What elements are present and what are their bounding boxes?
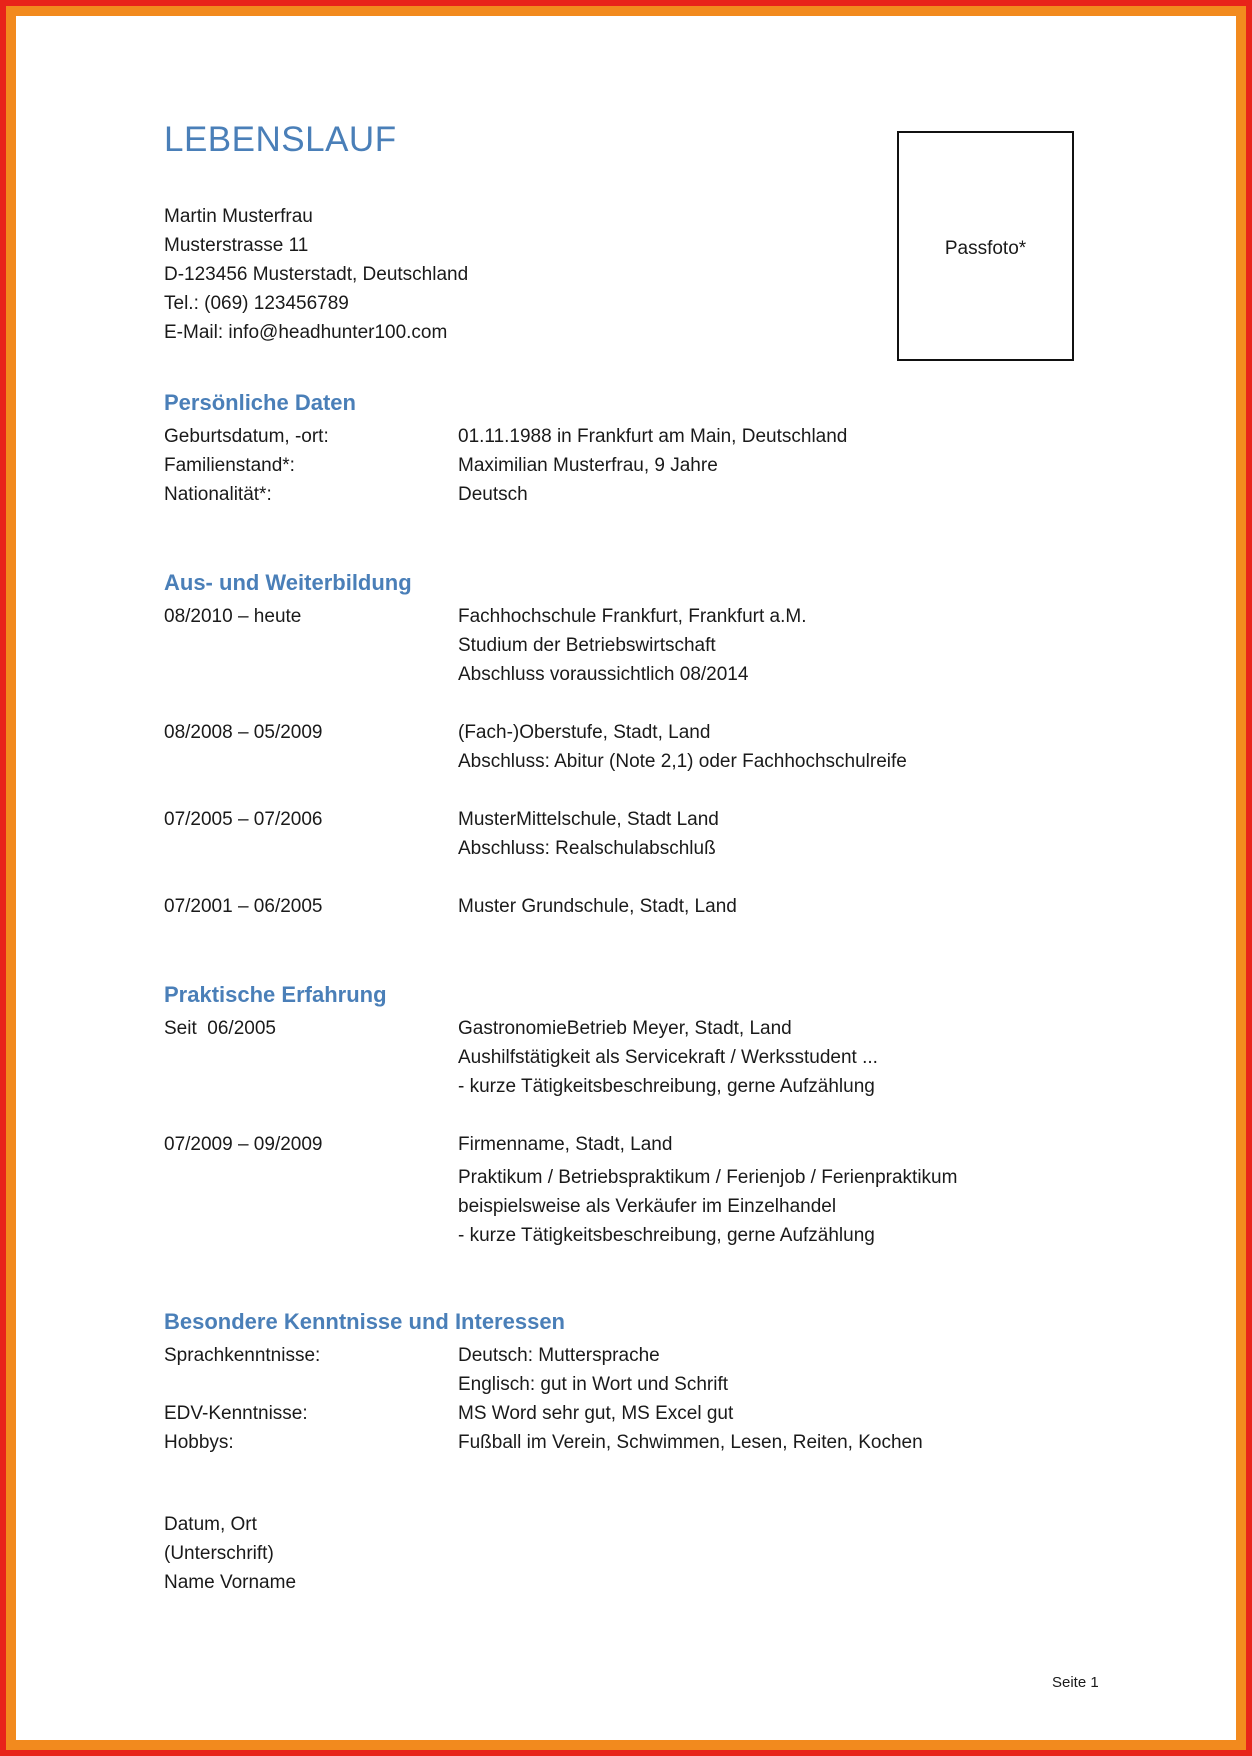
photo-label: Passfoto* — [944, 238, 1027, 259]
entry-period: Seit 06/2005 — [164, 1018, 276, 1039]
empty-label — [164, 1370, 458, 1399]
contact-name: Martin Musterfrau — [164, 206, 313, 227]
empty-label — [164, 834, 458, 863]
row-value: Deutsch: Muttersprache — [458, 1345, 660, 1366]
row-label: EDV-Kenntnisse: — [164, 1403, 308, 1424]
empty-label — [164, 1043, 458, 1072]
empty-label — [164, 1072, 458, 1101]
contact-city: D-123456 Musterstadt, Deutschland — [164, 264, 469, 285]
entry-continuation — [164, 1043, 1044, 1072]
row-label: Geburtsdatum, -ort: — [164, 426, 329, 447]
skills-row — [164, 1399, 1044, 1428]
spacer — [164, 1101, 1044, 1130]
contact-street: Musterstrasse 11 — [164, 235, 309, 256]
empty-label — [164, 631, 458, 660]
entry-period: 07/2001 – 06/2005 — [164, 896, 323, 917]
empty-label — [164, 1221, 458, 1250]
section-skills — [164, 1307, 1044, 1457]
education-entry — [164, 892, 1044, 921]
entry-continuation — [164, 1221, 1044, 1250]
entry-line: Aushilfstätigkeit als Servicekraft / Werksstudent ... — [458, 1047, 878, 1068]
section-personal — [164, 388, 1044, 509]
section-experience — [164, 980, 1044, 1250]
contact-email: E-Mail: info@headhunter100.com — [164, 322, 448, 343]
spacer — [164, 776, 1044, 805]
contact-phone: Tel.: (069) 123456789 — [164, 293, 349, 314]
entry-continuation — [164, 660, 1044, 689]
contact-block — [164, 202, 468, 347]
entry-line: Abschluss: Abitur (Note 2,1) oder Fachhochschulreife — [458, 751, 907, 772]
education-entry — [164, 805, 1044, 834]
row-label: Nationalität*: — [164, 484, 272, 505]
education-entry — [164, 602, 1044, 631]
empty-label — [164, 747, 458, 776]
entry-line: GastronomieBetrieb Meyer, Stadt, Land — [458, 1018, 792, 1039]
entry-period: 07/2005 – 07/2006 — [164, 809, 323, 830]
signature-sign: (Unterschrift) — [164, 1543, 274, 1564]
education-entry — [164, 718, 1044, 747]
row-label: Familienstand*: — [164, 455, 295, 476]
skills-row — [164, 1341, 1044, 1370]
entry-line: Praktikum / Betriebspraktikum / Ferienjob / Ferienpraktikum — [458, 1167, 958, 1188]
entry-line: beispielsweise als Verkäufer im Einzelhandel — [458, 1196, 837, 1217]
row-value: Englisch: gut in Wort und Schrift — [458, 1374, 728, 1395]
entry-continuation — [164, 1192, 1044, 1221]
section-heading-experience: Praktische Erfahrung — [164, 982, 387, 1007]
entry-period: 08/2010 – heute — [164, 606, 302, 627]
entry-continuation — [164, 834, 1044, 863]
entry-line: - kurze Tätigkeitsbeschreibung, gerne Aufzählung — [458, 1225, 875, 1246]
entry-line: Abschluss: Realschulabschluß — [458, 838, 716, 859]
row-value: MS Word sehr gut, MS Excel gut — [458, 1403, 734, 1424]
section-heading-education: Aus- und Weiterbildung — [164, 570, 412, 595]
row-label: Sprachkenntnisse: — [164, 1345, 321, 1366]
document-title: LEBENSLAUF — [164, 120, 397, 159]
personal-row — [164, 480, 1044, 509]
row-value: Deutsch — [458, 484, 528, 505]
row-label: Hobbys: — [164, 1432, 234, 1453]
entry-line: - kurze Tätigkeitsbeschreibung, gerne Aufzählung — [458, 1076, 875, 1097]
section-heading-skills: Besondere Kenntnisse und Interessen — [164, 1309, 565, 1334]
entry-line: MusterMittelschule, Stadt Land — [458, 809, 719, 830]
empty-label — [164, 660, 458, 689]
entry-continuation — [164, 1163, 1044, 1192]
section-heading-personal: Persönliche Daten — [164, 390, 356, 415]
spacer — [164, 863, 1044, 892]
entry-line: (Fach-)Oberstufe, Stadt, Land — [458, 722, 711, 743]
entry-line: Firmenname, Stadt, Land — [458, 1134, 673, 1155]
empty-label — [164, 1163, 458, 1192]
entry-continuation — [164, 1072, 1044, 1101]
experience-entry — [164, 1014, 1044, 1043]
personal-row — [164, 422, 1044, 451]
row-value: Maximilian Musterfrau, 9 Jahre — [458, 455, 718, 476]
row-value: 01.11.1988 in Frankfurt am Main, Deutschland — [458, 426, 848, 447]
spacer — [164, 689, 1044, 718]
section-education — [164, 568, 1044, 921]
personal-row — [164, 451, 1044, 480]
skills-row — [164, 1428, 1044, 1457]
entry-period: 07/2009 – 09/2009 — [164, 1134, 323, 1155]
photo-placeholder — [897, 131, 1074, 361]
signature-date-place: Datum, Ort — [164, 1514, 257, 1535]
signature-name: Name Vorname — [164, 1572, 297, 1593]
entry-continuation — [164, 747, 1044, 776]
page-number: Seite 1 — [1052, 1674, 1099, 1691]
entry-line: Abschluss voraussichtlich 08/2014 — [458, 664, 749, 685]
row-value: Fußball im Verein, Schwimmen, Lesen, Reiten, Kochen — [458, 1432, 923, 1453]
signature-block — [164, 1510, 296, 1597]
entry-period: 08/2008 – 05/2009 — [164, 722, 323, 743]
empty-label — [164, 1192, 458, 1221]
entry-continuation — [164, 631, 1044, 660]
experience-entry — [164, 1130, 1044, 1159]
row-continuation — [164, 1370, 1044, 1399]
entry-line: Muster Grundschule, Stadt, Land — [458, 896, 737, 917]
entry-line: Fachhochschule Frankfurt, Frankfurt a.M. — [458, 606, 807, 627]
entry-line: Studium der Betriebswirtschaft — [458, 635, 716, 656]
cv-page — [16, 16, 1236, 1740]
